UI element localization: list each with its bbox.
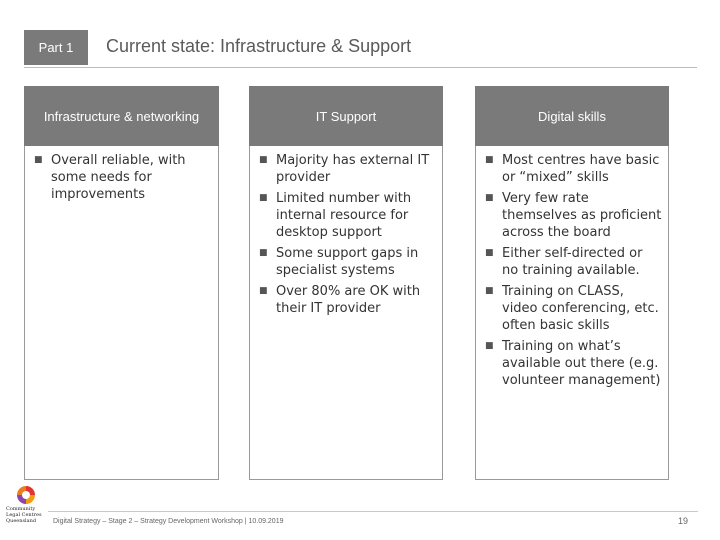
bullet-list	[254, 152, 434, 317]
column-header-digital-skills: Digital skills	[475, 86, 669, 146]
column-header-infrastructure: Infrastructure & networking	[24, 86, 219, 146]
bullet-item: ■ Majority has external IT provider	[259, 153, 430, 185]
bullet-item: ■ Training on CLASS, video conferencing, etc. often basic skills	[485, 284, 659, 333]
column-body-infrastructure	[24, 146, 219, 480]
page-number: 19	[677, 516, 688, 526]
bullet-icon: ■	[485, 341, 494, 351]
bullet-item: ■ Some support gaps in specialist systems	[259, 246, 419, 278]
bullet-item: ■ Limited number with internal resource for desktop support	[259, 191, 412, 240]
footer-divider	[48, 511, 698, 512]
organization-logo	[6, 486, 48, 532]
bullet-item: ■ Most centres have basic or “mixed” skills	[485, 153, 660, 185]
logo-ring-icon	[17, 486, 35, 504]
bullet-icon: ■	[485, 155, 494, 165]
bullet-icon: ■	[485, 193, 494, 203]
bullet-icon: ■	[259, 286, 268, 296]
bullet-item: ■ Training on what’s available out there (e.g. volunteer management)	[485, 339, 661, 388]
bullet-icon: ■	[485, 248, 494, 258]
bullet-icon: ■	[259, 248, 268, 258]
bullet-icon: ■	[34, 155, 43, 165]
column-header-it-support: IT Support	[249, 86, 443, 146]
bullet-list	[29, 152, 210, 203]
bullet-icon: ■	[259, 155, 268, 165]
bullet-list	[480, 152, 662, 389]
column-body-digital-skills	[475, 146, 669, 480]
slide-title: Current state: Infrastructure & Support	[106, 36, 412, 56]
bullet-item: ■ Very few rate themselves as proficient across the board	[485, 191, 662, 240]
bullet-icon: ■	[485, 286, 494, 296]
bullet-icon: ■	[259, 193, 268, 203]
bullet-item: ■ Overall reliable, with some needs for improvements	[34, 153, 186, 202]
bullet-item: ■ Either self-directed or no training available.	[485, 246, 643, 278]
logo-text: Community Legal Centres Queensland	[6, 506, 42, 524]
part-label: Part 1	[24, 30, 88, 65]
bullet-item: ■ Over 80% are OK with their IT provider	[259, 284, 421, 316]
column-body-it-support	[249, 146, 443, 480]
title-divider	[24, 67, 697, 68]
footer-text: Digital Strategy – Stage 2 – Strategy Development Workshop | 10.09.2019	[53, 518, 284, 525]
